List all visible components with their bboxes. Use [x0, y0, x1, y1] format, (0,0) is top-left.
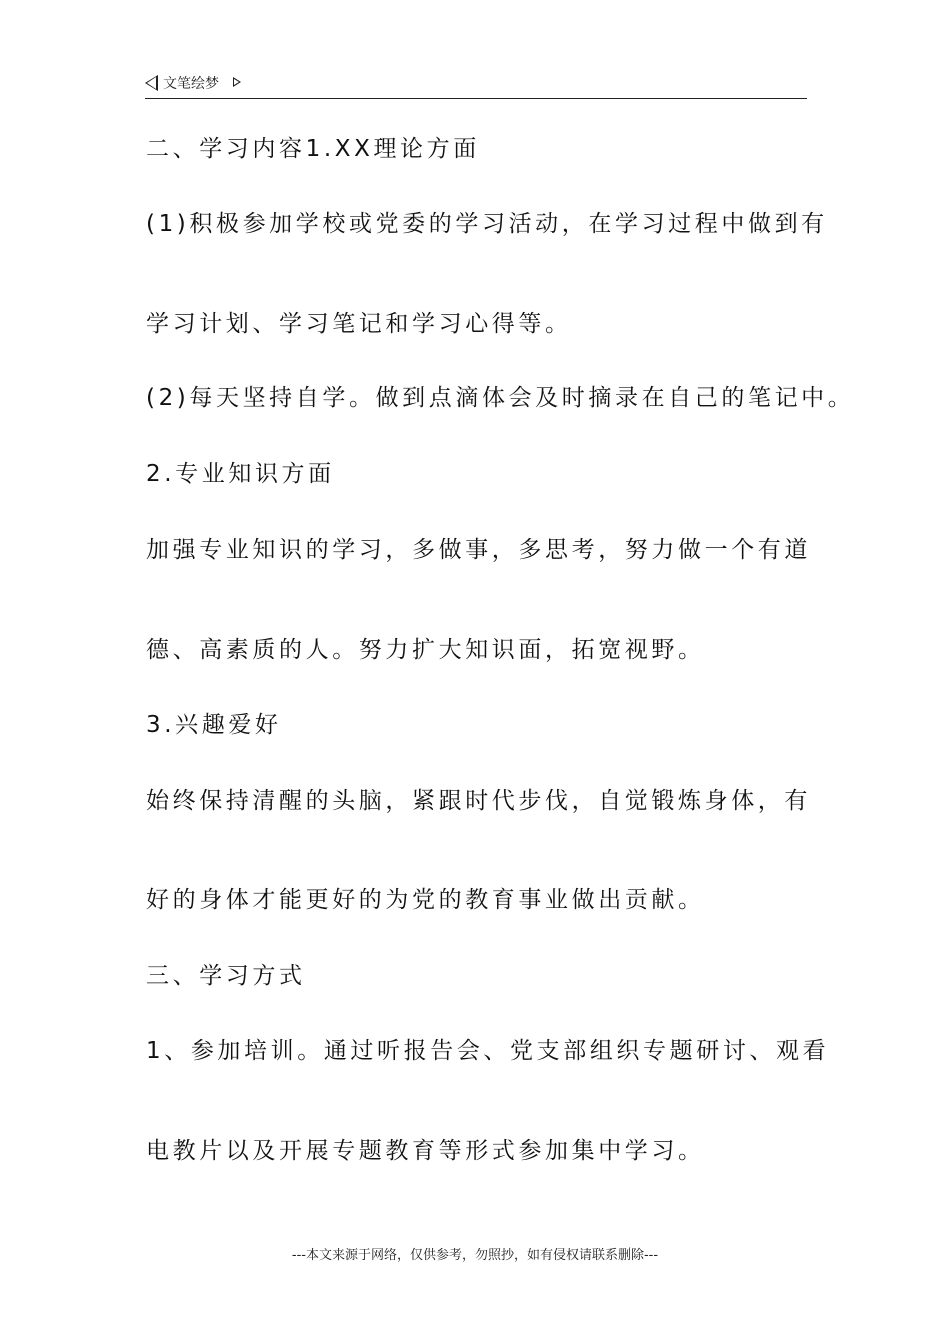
subheading-professional-knowledge: 2.专业知识方面: [146, 461, 335, 487]
paragraph-line: 加强专业知识的学习，多做事，多思考，努力做一个有道: [146, 537, 811, 563]
section-heading-study-content: 二、学习内容1.XX理论方面: [146, 136, 480, 162]
paragraph-line: 好的身体才能更好的为党的教育事业做出贡献。: [146, 887, 705, 913]
subheading-interests: 3.兴趣爱好: [146, 712, 282, 738]
paragraph-line: (2)每天坚持自学。做到点滴体会及时摘录在自己的笔记中。: [146, 385, 855, 411]
page-footer-disclaimer: ---本文来源于网络，仅供参考，勿照抄，如有侵权请联系删除---: [291, 1248, 659, 1263]
header-title: 文笔绘梦: [163, 76, 219, 92]
paragraph-line: (1)积极参加学校或党委的学习活动，在学习过程中做到有: [146, 211, 828, 237]
triangle-right-icon: [233, 77, 241, 87]
paragraph-line: 电教片以及开展专题教育等形式参加集中学习。: [146, 1138, 705, 1164]
paragraph-line: 德、高素质的人。努力扩大知识面，拓宽视野。: [146, 637, 705, 663]
page-header: [145, 72, 807, 99]
paragraph-line: 学习计划、学习笔记和学习心得等。: [146, 311, 572, 337]
paragraph-line: 1、参加培训。通过听报告会、党支部组织专题研讨、观看: [146, 1038, 830, 1064]
section-heading-study-methods: 三、学习方式: [146, 963, 306, 989]
triangle-left-icon: [145, 75, 158, 91]
paragraph-line: 始终保持清醒的头脑，紧跟时代步伐，自觉锻炼身体，有: [146, 788, 811, 814]
